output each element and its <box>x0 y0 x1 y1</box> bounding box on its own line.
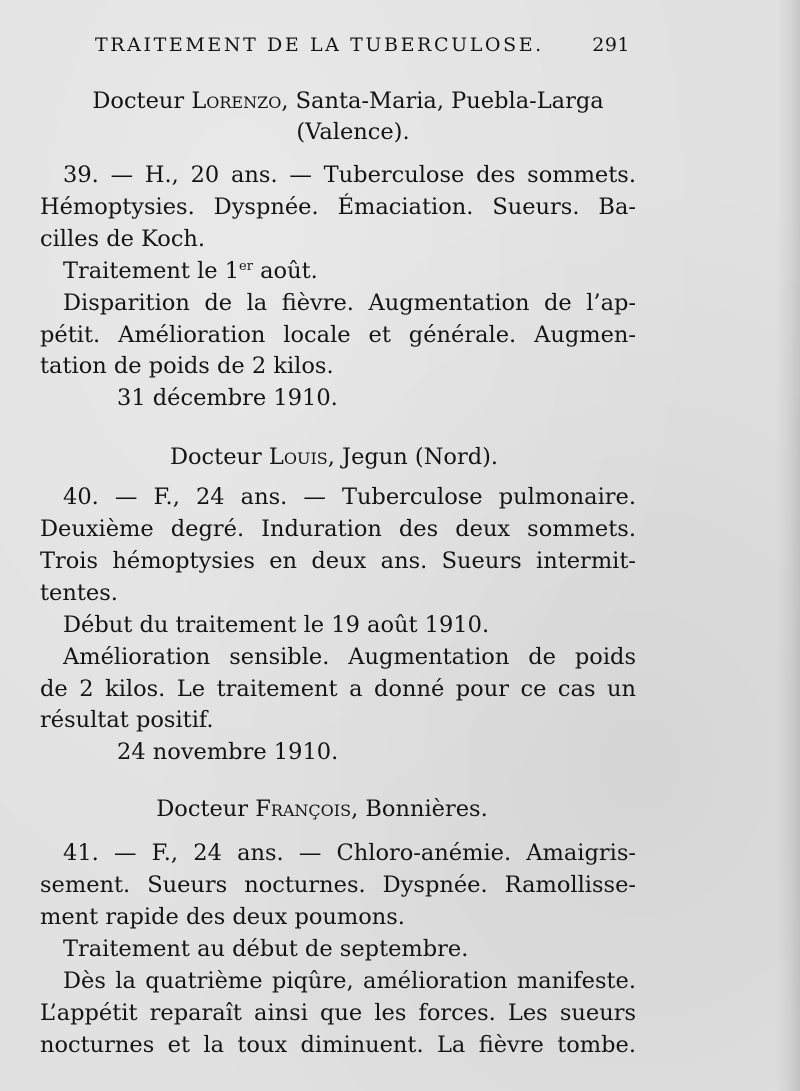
doctor-location: , Santa-Maria, Puebla-Larga <box>281 88 604 114</box>
case-39-line-6: pétit. Amélioration locale et générale. Augmen- <box>40 322 636 348</box>
page-number: 291 <box>592 34 630 56</box>
doctor-name: Louis <box>268 444 328 470</box>
case-41-line-3: ment rapide des deux poumons. <box>40 904 405 930</box>
doctor-heading-francois <box>24 794 620 825</box>
case-41-line-2: sement. Sueurs nocturnes. Dyspnée. Ramollisse- <box>40 872 636 898</box>
doctor-location: , Jegun (Nord). <box>327 444 499 470</box>
running-title: TRAITEMENT DE LA TUBERCULOSE. <box>95 34 544 56</box>
doctor-location-line2: (Valence). <box>296 119 410 145</box>
doctor-heading-louis <box>36 442 632 473</box>
case-39-line-7: tation de poids de 2 kilos. <box>40 353 334 379</box>
case-39-line-1: 39. — H., 20 ans. — Tuberculose des sommets. <box>63 162 636 188</box>
treatment-date-month: août. <box>252 258 318 284</box>
case-39-line-5: Disparition de la fièvre. Augmentation de l’ap- <box>63 290 636 316</box>
doctor-location: , Bonnières. <box>351 796 488 822</box>
doctor-name: François <box>255 796 352 822</box>
case-40-line-5: Début du traitement le 19 août 1910. <box>63 612 490 638</box>
doctor-prefix: Docteur <box>156 796 256 822</box>
case-40-line-7: de 2 kilos. Le traitement a donné pour ce cas un <box>40 676 636 702</box>
doctor-prefix: Docteur <box>169 444 269 470</box>
case-41-line-7: nocturnes et la toux diminuent. La fièvre tombe. <box>40 1032 636 1058</box>
page-edge-shadow <box>776 0 800 1091</box>
doctor-prefix: Docteur <box>92 88 192 114</box>
doctor-heading-lorenzo <box>50 86 646 117</box>
treatment-date-text: Traitement le 1 <box>63 258 240 284</box>
case-39-line-4 <box>63 256 659 287</box>
case-40-date: 24 novembre 1910. <box>117 739 339 765</box>
case-39-date: 31 décembre 1910. <box>117 385 338 411</box>
case-41-line-1: 41. — F., 24 ans. — Chloro-anémie. Amaigris- <box>63 840 636 866</box>
case-41-line-4: Traitement au début de septembre. <box>63 936 469 962</box>
case-39-line-3: cilles de Koch. <box>40 226 206 252</box>
ordinal-superscript: er <box>239 259 253 274</box>
case-41-line-6: L’appétit reparaît ainsi que les forces. Les sueurs <box>40 1000 636 1026</box>
case-40-line-8: résultat positif. <box>40 707 214 733</box>
page-header <box>95 34 630 60</box>
case-40-line-3: Trois hémoptysies en deux ans. Sueurs intermit- <box>40 548 636 574</box>
case-40-line-6: Amélioration sensible. Augmentation de poids <box>63 644 636 670</box>
case-39-line-2: Hémoptysies. Dyspnée. Émaciation. Sueurs. Ba- <box>40 194 636 220</box>
case-41-line-5: Dès la quatrième piqûre, amélioration manifeste. <box>63 968 636 994</box>
case-40-line-4: tentes. <box>40 580 118 606</box>
case-40-line-1: 40. — F., 24 ans. — Tuberculose pulmonaire. <box>63 484 636 510</box>
doctor-name: Lorenzo <box>191 88 282 114</box>
case-40-line-2: Deuxième degré. Induration des deux sommets. <box>40 516 636 542</box>
